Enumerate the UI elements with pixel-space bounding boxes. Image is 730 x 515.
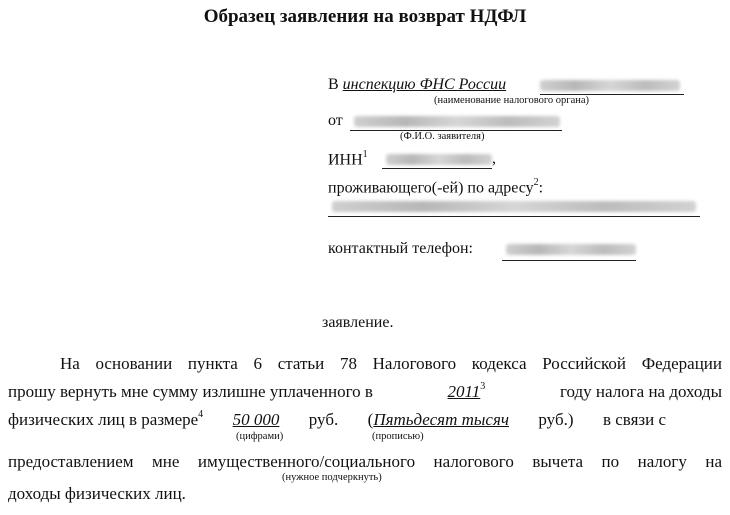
address-underline: [328, 216, 700, 217]
year-footnote: 3: [480, 381, 486, 393]
body-line-4: предоставлением мне имущественного/социального налогового вычета по налогу на: [8, 452, 722, 471]
body-line-2-start: прошу вернуть мне сумму излишне уплаченного в: [8, 382, 373, 401]
document-type-word: заявление.: [322, 314, 394, 331]
redacted-address: [332, 201, 696, 212]
caption-words: (прописью): [372, 431, 424, 442]
inn-label: ИНН: [328, 151, 363, 169]
amount-words: Пятьдесят тысяч: [373, 410, 509, 429]
body-line-2-end: году налога на доходы: [559, 382, 722, 401]
amount-footnote: 4: [198, 409, 204, 421]
document-title: Образец заявления на возврат НДФЛ: [203, 6, 527, 27]
body-line-5: доходы физических лиц.: [8, 484, 186, 503]
fio-caption: (Ф.И.О. заявителя): [400, 131, 485, 142]
inn-footnote: 1: [362, 149, 368, 160]
body-line-1: На основании пункта 6 статьи 78 Налогового кодекса Российской Федерации: [60, 354, 722, 373]
amount-digits: 50 000: [232, 410, 280, 429]
inn-line: [328, 150, 368, 169]
inn-underline: [382, 168, 492, 169]
inn-comma: ,: [492, 150, 496, 167]
redacted-org-name: [540, 80, 680, 91]
phone-underline: [502, 260, 636, 261]
redacted-inn: [386, 154, 492, 165]
recipient-line: [328, 76, 506, 94]
body-line-3-start: физических лиц в размере: [8, 410, 199, 429]
recipient-org: инспекцию ФНС России: [342, 76, 507, 93]
from-prefix: от: [328, 112, 343, 129]
redacted-phone: [506, 244, 636, 255]
tax-year: 2011: [447, 382, 481, 401]
address-colon: :: [538, 179, 544, 197]
body-line-2: [8, 382, 722, 402]
currency-2: руб.): [538, 410, 574, 429]
currency-1: руб.: [308, 410, 339, 429]
body-line-3: физических лиц в размере$^4$ 50 000 руб. (Пятьдесят тысяч руб.) в связи с: [8, 409, 666, 429]
recipient-prefix: В: [328, 76, 339, 93]
redacted-applicant-name: [354, 116, 560, 127]
org-caption: (наименование налогового органа): [434, 95, 590, 106]
address-label: проживающего(-ей) по адресу: [328, 179, 534, 197]
phone-label: контактный телефон:: [328, 240, 473, 257]
address-line: [328, 178, 543, 197]
caption-underline-hint: (нужное подчеркнуть): [282, 472, 382, 483]
body-line-3-end: в связи с: [602, 410, 666, 429]
caption-digits: (цифрами): [236, 431, 284, 442]
address-footnote: 2: [533, 177, 539, 188]
